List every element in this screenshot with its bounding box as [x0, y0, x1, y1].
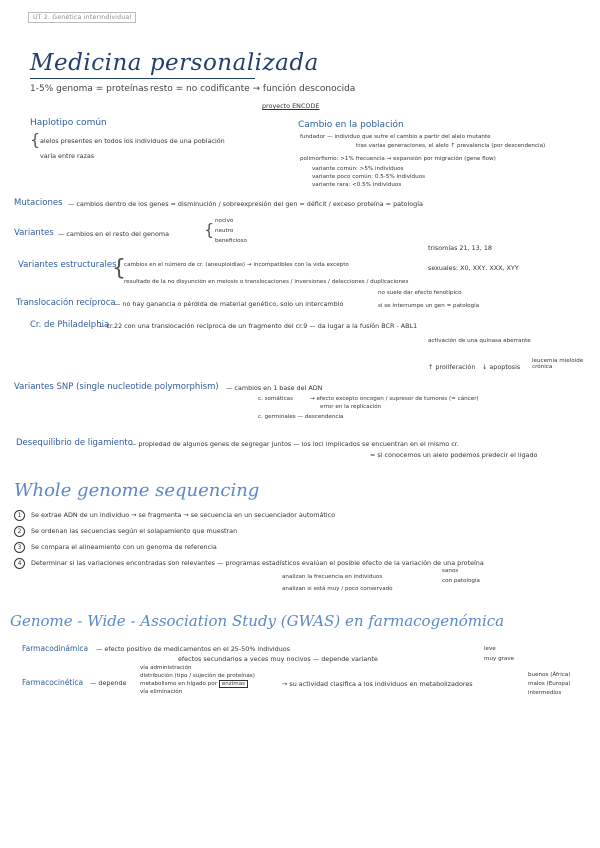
linkage-disequilibrium-term: Desequilibrio de ligamiento	[16, 438, 133, 448]
side-effects: efectos secundarios a veces muy nocivos — depende variante	[178, 655, 378, 663]
pharmacodynamics-term: Farmacodinámica	[22, 644, 89, 653]
reciprocal-translocation-term: Translocación recíproca	[16, 298, 116, 308]
trisomies: trisomías 21, 13, 18	[428, 244, 492, 252]
haplotype-brace: {	[30, 130, 41, 149]
variant-common: variante común: >5% individuos	[312, 166, 404, 172]
pharmacokinetics-term: Farmacocinética	[22, 678, 84, 687]
metabolizer-classification: → su actividad clasifica a los individuos en metabolizadores	[282, 680, 473, 688]
encode-project: proyecto ENCODE	[262, 102, 320, 110]
wgs-heading: Whole genome sequencing	[14, 480, 260, 501]
variants-text: — cambios en el resto del genoma	[58, 230, 170, 238]
philadelphia-term: Cr. de Philadelphia	[30, 320, 110, 330]
linkage-text: — propiedad de algunos genes de segregar juntos — los loci implicados se encuentran en el mismo cr.	[130, 440, 459, 448]
snp-text: — cambios en 1 base del ADN	[226, 384, 323, 392]
snp-term: Variantes SNP (single nucleotide polymorphism)	[14, 382, 219, 392]
structural-line-2: resultado de la no disyunción en meiosis o translocaciones / inversiones / delecciones / duplicaciones	[124, 279, 409, 285]
frequency-analysis: analizan la frecuencia en individuos	[282, 574, 383, 580]
translocation-pathology: si se interrumpe un gen = patología	[378, 303, 480, 309]
haplotype-line-2: varía entre razas	[40, 152, 95, 160]
intro-proteins: 1-5% genoma = proteínas	[30, 84, 149, 94]
wgs-step-3: 3 Se compara el alineamiento con un genoma de referencia	[14, 542, 217, 553]
variants-term: Variantes	[14, 228, 54, 238]
germline-cells: c. germinales — descendencia	[258, 414, 344, 420]
founder-line: fundador — individuo que sufre el cambio a partir del alelo mutante	[300, 134, 491, 140]
conservation-analysis: analizan si está muy / poco conservado	[282, 586, 393, 592]
title-underline	[30, 78, 255, 79]
page-title: Medicina personalizada	[30, 50, 319, 76]
haplotype-line-1: alelos presentes en todos los individuos de una población	[40, 137, 225, 145]
variant-uncommon: variante poco común: 0.5-5% individuos	[312, 174, 425, 180]
somatic-effect: → efecto excepto oncogen / supresor de tumores (= cáncer)	[310, 396, 479, 402]
structural-brace: {	[112, 256, 126, 281]
somatic-cells: c. somáticas	[258, 396, 294, 402]
haplotype-heading: Haplotipo común	[30, 118, 107, 128]
translocation-no-effect: no suele dar efecto fenotípico	[378, 290, 462, 296]
wgs-step-1: 1 Se extrae ADN de un individuo → se fragmenta → se secuencia en un secuenciador automático	[14, 510, 335, 521]
replication-error: error en la replicación	[320, 404, 382, 410]
variant-harmful: nocivo	[215, 218, 234, 224]
kinase-activation: activación de una quinasa aberrante	[428, 338, 531, 344]
polymorphism-line: polimorfismo: >1% frecuencia → expansión por migración (gene flow)	[300, 156, 496, 162]
mutations-term: Mutaciones	[14, 198, 63, 208]
gwas-heading: Genome - Wide - Association Study (GWAS) en farmacogenómica	[10, 612, 505, 630]
pharmacodynamics-text: — efecto positivo de medicamentos en el 25-50% individuos	[96, 645, 290, 653]
depends: — depende	[90, 679, 127, 687]
proliferation: ↑ proliferación	[428, 363, 476, 371]
wgs-step-2: 2 Se ordenan las secuencias según el solapamiento que muestran	[14, 526, 237, 537]
population-change-heading: Cambio en la población	[298, 120, 404, 130]
structural-line-1: cambios en el número de cr. (aneuploidías) → incompatibles con la vida excepto	[124, 262, 349, 268]
poor-metabolizers: malos (Europa)	[528, 681, 571, 687]
variant-rare: variante rara: <0.5% individuos	[312, 182, 402, 188]
cml-result: leucemia mieloide crónica	[532, 358, 584, 370]
sex-aneuploidies: sexuales: X0, XXY, XXX, XYY	[428, 264, 519, 272]
variants-brace: {	[204, 220, 215, 239]
liver-metabolism: metabolismo en hígado por enzimas	[140, 681, 248, 687]
variant-beneficial: beneficioso	[215, 238, 247, 244]
good-metabolizers: buenos (África)	[528, 672, 571, 678]
linkage-text-2: = si conocemos un alelo podemos predecir el ligado	[370, 451, 538, 459]
document-tag: UT 2. Genética interindividual	[28, 12, 136, 23]
elimination-route: vía eliminación	[140, 689, 183, 695]
intro-non-coding: resto = no codificante → función desconocida	[150, 84, 356, 94]
pathology-individuals: con patología	[442, 578, 480, 584]
structural-variants-term: Variantes estructurales	[18, 260, 117, 270]
founder-generations: tras varias generaciones, el alelo ↑ prevalencia (por descendencia)	[356, 143, 546, 149]
healthy-individuals: sanos	[442, 568, 459, 574]
distribution: distribución (tipo / sujeción de proteínas)	[140, 673, 255, 679]
wgs-step-4: 4 Determinar si las variaciones encontradas son relevantes — programas estadísticos evalúan el posible efecto de la variación de una proteína	[14, 558, 484, 569]
apoptosis: ↓ apoptosis	[482, 363, 521, 371]
mild: leve	[484, 646, 496, 652]
variant-neutral: neutro	[215, 228, 234, 234]
severe: muy grave	[484, 656, 515, 662]
administration-route: vía administración	[140, 665, 192, 671]
intermediate-metabolizers: intermedios	[528, 690, 562, 696]
mutations-text: — cambios dentro de los genes = disminución / sobreexpresión del gen = déficit / exceso proteína = patología	[68, 200, 423, 208]
philadelphia-text: — cr.22 con una translocación recíproca de un fragmento del cr.9 — da lugar a la fusión BCR - ABL1	[98, 322, 418, 330]
reciprocal-translocation-text: — no hay ganancia o pérdida de material genético, solo un intercambio	[114, 300, 344, 308]
